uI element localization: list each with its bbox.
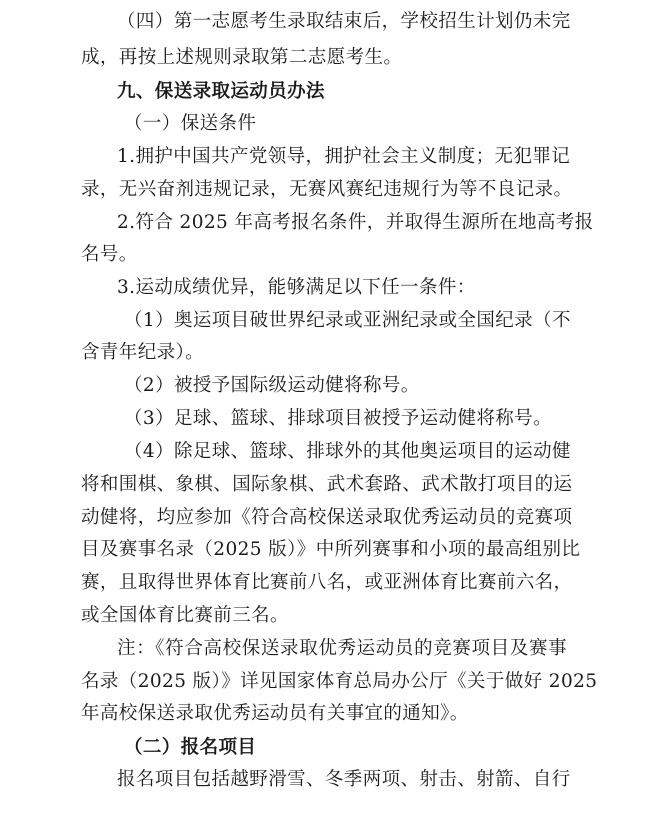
section-heading: 九、保送录取运动员办法 [117, 81, 325, 102]
paragraph-line: 含青年纪录）。 [81, 342, 205, 363]
note-line: 年高校保送录取优秀运动员有关事宜的通知》。 [81, 703, 469, 724]
paragraph-line: （2）被授予国际级运动健将称号。 [124, 375, 420, 396]
paragraph-line: 3.运动成绩优异，能够满足以下任一条件： [117, 277, 476, 298]
paragraph-line: （四）第一志愿考生录取结束后，学校招生计划仍未完 [117, 11, 571, 32]
paragraph-line: 动健将，均应参加《符合高校保送录取优秀运动员的竞赛项 [81, 507, 573, 528]
paragraph-line: （3）足球、篮球、排球项目被授予运动健将称号。 [124, 408, 552, 429]
paragraph-line: 成，再按上述规则录取第二志愿考生。 [81, 47, 403, 68]
paragraph-line: 将和围棋、象棋、国际象棋、武术套路、武术散打项目的运 [81, 474, 573, 495]
paragraph-line: （4）除足球、篮球、排球外的其他奥运项目的运动健 [124, 441, 571, 462]
note-line: 名录（2025 版）》详见国家体育总局办公厅《关于做好 2025 [81, 671, 598, 692]
paragraph-line: 名号。 [81, 244, 138, 265]
paragraph-line: （1）奥运项目破世界纪录或亚洲纪录或全国纪录（不 [124, 310, 571, 331]
paragraph-line: 目及赛事名录（2025 版）》中所列赛事和小项的最高组别比 [81, 539, 581, 560]
paragraph-line: 2.符合 2025 年高考报名条件，并取得生源所在地高考报 [117, 212, 594, 233]
paragraph-line: 报名项目包括越野滑雪、冬季两项、射击、射箭、自行 [117, 769, 571, 790]
paragraph-line: 赛，且取得世界体育比赛前八名，或亚洲体育比赛前六名， [81, 572, 573, 593]
paragraph-line: 或全国体育比赛前三名。 [81, 605, 289, 626]
subsection-heading: （二）报名项目 [124, 737, 257, 758]
subsection-heading: （一）保送条件 [124, 113, 257, 134]
note-line: 注：《符合高校保送录取优秀运动员的竞赛项目及赛事 [117, 638, 567, 659]
paragraph-line: 1.拥护中国共产党领导，拥护社会主义制度；无犯罪记 [117, 146, 571, 167]
paragraph-line: 录，无兴奋剂违规记录，无赛风赛纪违规行为等不良记录。 [81, 179, 573, 200]
